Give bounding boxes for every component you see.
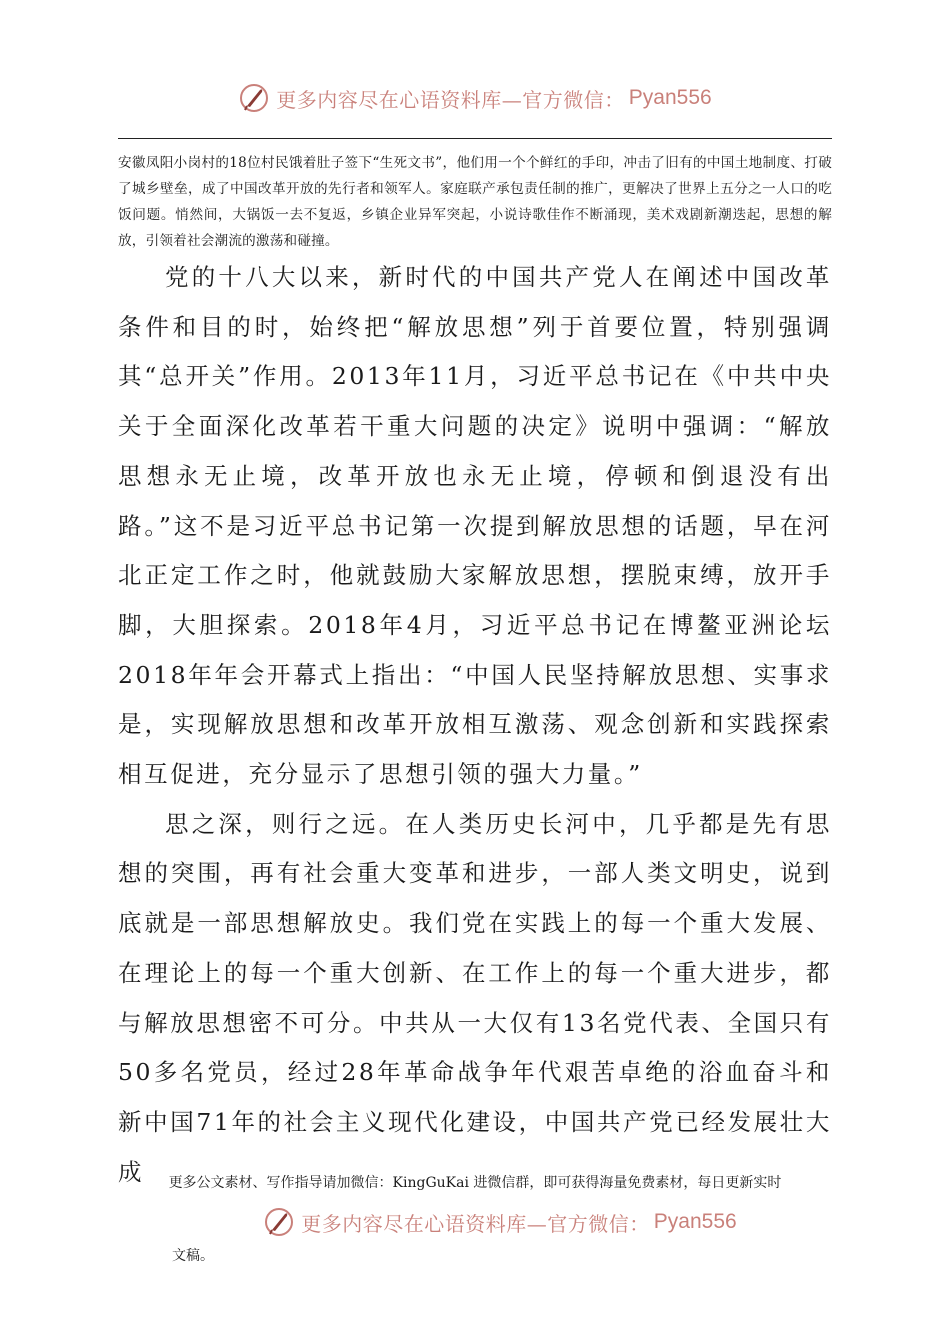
body-paragraph-1: 党的十八大以来，新时代的中国共产党人在阐述中国改革条件和目的时，始终把“解放思想”列于首要位置，特别强调其“总开关”作用。2013年11月，习近平总书记在《中共中央关于全面深化改革若干重大问题的决定》说明中强调：“解放思想永无止境，改革开放也永无止境，停顿和倒退没有出路。”这不是习近平总书记第一次提到解放思想的话题，早在河北正定工作之时，他就鼓励大家解放思想，摆脱束缚，放开手脚，大胆探索。2018年4月，习近平总书记在博鳌亚洲论坛2018年年会开幕式上指出：“中国人民坚持解放思想、实事求是，实现解放思想和改革开放相互激荡、观念创新和实践探索相互促进，充分显示了思想引领的强大力量。”: [118, 263, 832, 789]
watermark-header: [0, 82, 950, 114]
footer-tail: 文稿。: [172, 1248, 214, 1264]
watermark-wechat-id: Pyan556: [628, 86, 712, 109]
watermark-wechat-id: Pyan556: [653, 1210, 737, 1233]
watermark-footer: [25, 1206, 950, 1238]
footer-note: 更多公文素材、写作指导请加微信：KingGuKai 进微信群，即可获得海量免费素材，每日更新实时: [168, 1175, 782, 1191]
document-body: [118, 253, 832, 1197]
watermark-text: 更多内容尽在心语资料库—官方微信：: [276, 87, 625, 112]
watermark-text: 更多内容尽在心语资料库—官方微信：: [301, 1211, 650, 1236]
quill-pen-icon: [263, 1206, 295, 1238]
body-paragraph-2: 思之深，则行之远。在人类历史长河中，几乎都是先有思想的突围，再有社会重大变革和进步，一部人类文明史，说到底就是一部思想解放史。我们党在实践上的每一个重大发展、在理论上的每一个重大创新、在工作上的每一个重大进步，都与解放思想密不可分。中共从一大仅有13名党代表、全国只有50多名党员，经过28年革命战争年代艰苦卓绝的浴血奋斗和新中国71年的社会主义现代化建设，中国共产党已经发展壮大成: [118, 809, 832, 1186]
intro-paragraph: 安徽凤阳小岗村的18位村民饿着肚子签下“生死文书”，他们用一个个鲜红的手印，冲击了旧有的中国土地制度、打破了城乡壁垒，成了中国改革开放的先行者和领军人。家庭联产承包责任制的推广，更解决了世界上五分之一人口的吃饭问题。悄然间，大锅饭一去不复返，乡镇企业异军突起，小说诗歌佳作不断涌现，美术戏剧新潮迭起，思想的解放，引领着社会潮流的激荡和碰撞。: [118, 155, 832, 249]
quill-pen-icon: [238, 82, 270, 114]
header-divider: [118, 138, 832, 139]
